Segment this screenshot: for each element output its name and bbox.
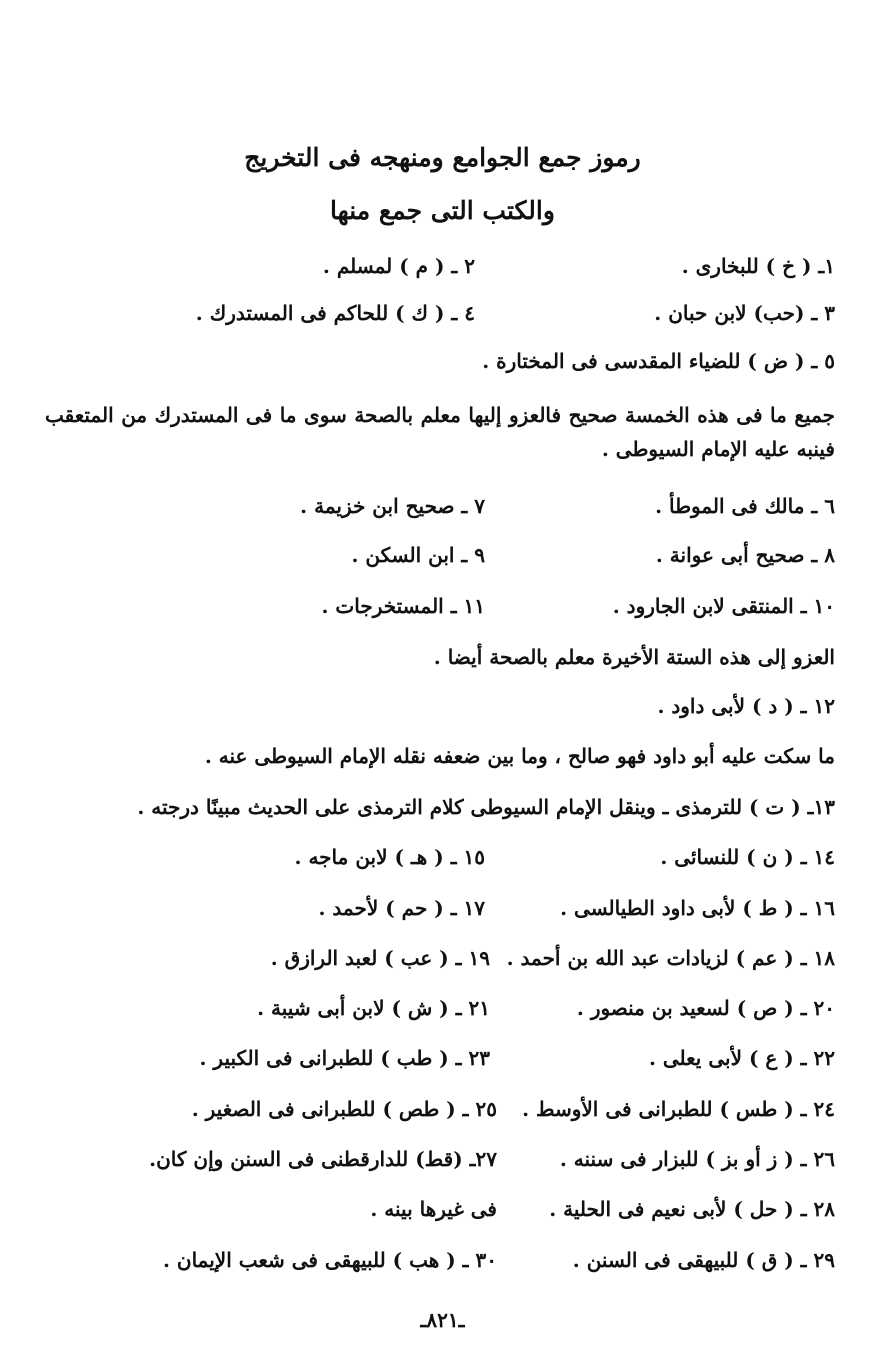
entry-29: ٢٩ ـ ( ق ) للبيهقى فى السنن . xyxy=(572,1248,835,1272)
entry-5: ٥ ـ ( ض ) للضياء المقدسى فى المختارة . xyxy=(482,349,835,373)
entry-20: ٢٠ ـ ( ص ) لسعيد بن منصور . xyxy=(576,996,835,1020)
entry-9: ٩ ـ ابن السكن . xyxy=(351,543,485,567)
entry-3: ٣ ـ (حب) لابن حبان . xyxy=(654,301,835,325)
entry-6: ٦ ـ مالك فى الموطأ . xyxy=(655,494,835,518)
entry-24: ٢٤ ـ ( طس ) للطبرانى فى الأوسط . xyxy=(522,1097,835,1121)
entry-25: ٢٥ ـ ( طص ) للطبرانى فى الصغير . xyxy=(191,1097,497,1121)
title-line-1: رموز جمع الجوامع ومنهجه فى التخريج xyxy=(244,143,641,172)
entry-21: ٢١ ـ ( ش ) لابن أبى شيبة . xyxy=(257,996,490,1020)
entry-14: ١٤ ـ ( ن ) للنسائى . xyxy=(660,845,835,869)
entry-11: ١١ ـ المستخرجات . xyxy=(321,594,485,618)
note-abu-dawud: ما سكت عليه أبو داود فهو صالح ، وما بين ضعفه نقله الإمام السيوطى عنه . xyxy=(204,744,835,768)
entry-7: ٧ ـ صحيح ابن خزيمة . xyxy=(300,494,485,518)
note-last-six: العزو إلى هذه الستة الأخيرة معلم بالصحة أيضا . xyxy=(433,645,835,669)
entry-27: ٢٧ـ (قط) للدارقطنى فى السنن وإن كان. xyxy=(149,1147,497,1171)
entry-17: ١٧ ـ ( حم ) لأحمد . xyxy=(318,896,485,920)
entry-2: ٢ ـ ( م ) لمسلم . xyxy=(322,254,475,278)
entry-30: ٣٠ ـ ( هب ) للبيهقى فى شعب الإيمان . xyxy=(162,1248,497,1272)
title-line-2: والكتب التى جمع منها xyxy=(330,196,555,225)
entry-16: ١٦ ـ ( ط ) لأبى داود الطيالسى . xyxy=(560,896,835,920)
entry-23: ٢٣ ـ ( طب ) للطبرانى فى الكبير . xyxy=(199,1046,490,1070)
entry-28: ٢٨ ـ ( حل ) لأبى نعيم فى الحلية . xyxy=(549,1197,835,1221)
entry-1: ١ـ ( خ ) للبخارى . xyxy=(681,254,835,278)
entry-26: ٢٦ ـ ( ز أو بز ) للبزار فى سننه . xyxy=(559,1147,835,1171)
entry-15: ١٥ ـ ( هـ ) لابن ماجه . xyxy=(294,845,485,869)
entry-4: ٤ ـ ( ك ) للحاكم فى المستدرك . xyxy=(195,301,475,325)
entry-8: ٨ ـ صحيح أبى عوانة . xyxy=(655,543,835,567)
entry-10: ١٠ ـ المنتقى لابن الجارود . xyxy=(612,594,835,618)
entry-18: ١٨ ـ ( عم ) لزيادات عبد الله بن أحمد . xyxy=(506,946,835,970)
entry-19: ١٩ ـ ( عب ) لعبد الرازق . xyxy=(270,946,490,970)
note-first-five: جميع ما فى هذه الخمسة صحيح فالعزو إليها معلم بالصحة سوى ما فى المستدرك من المتعقب فينبه عليه الإمام السيوطى . xyxy=(45,403,835,461)
entry-27-continuation: فى غيرها بينه . xyxy=(370,1197,497,1221)
entry-13: ١٣ـ ( ت ) للترمذى ـ وينقل الإمام السيوطى كلام الترمذى على الحديث مبينًا درجته . xyxy=(137,795,835,819)
page-number: ـ٨٢١ـ xyxy=(420,1308,465,1332)
entry-12: ١٢ ـ ( د ) لأبى داود . xyxy=(657,694,835,718)
entry-22: ٢٢ ـ ( ع ) لأبى يعلى . xyxy=(648,1046,835,1070)
